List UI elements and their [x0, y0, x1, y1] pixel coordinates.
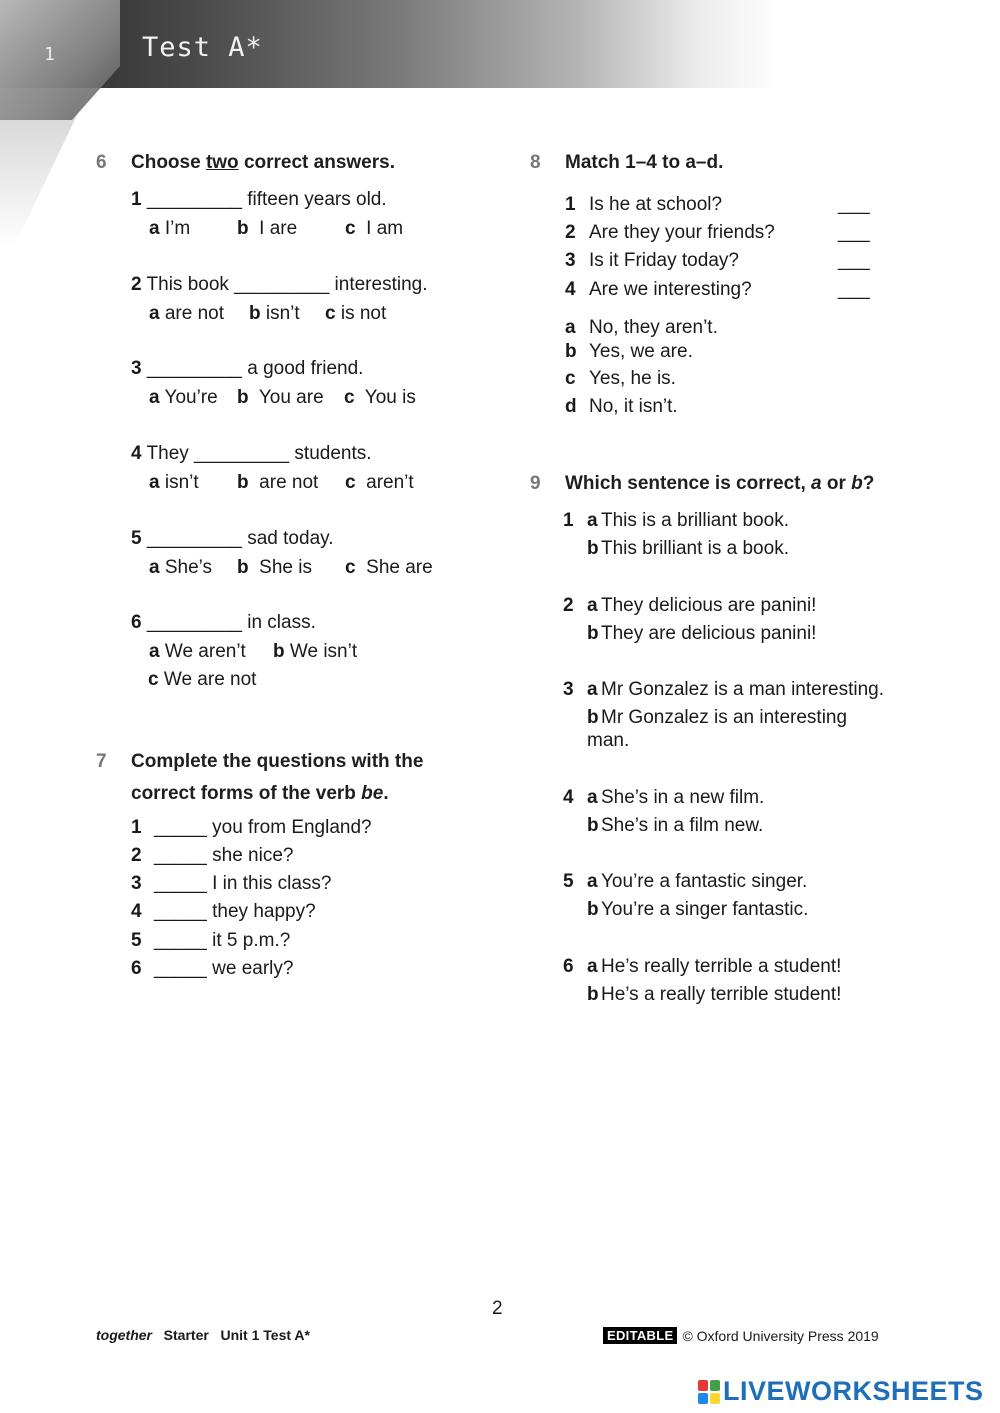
s9-item-4-b[interactable]: b She’s in a film new.	[587, 815, 764, 836]
s8-question-2: 2 Are they your friends?	[565, 222, 775, 243]
s9-item-2-a[interactable]: 2 a They delicious are panini!	[563, 595, 817, 616]
s6-q5-option-b[interactable]: b She is	[237, 557, 312, 578]
s8-option-d: d No, it isn’t.	[565, 396, 678, 417]
s9-item-6-a[interactable]: 6 a He’s really terrible a student!	[563, 956, 842, 977]
section-8-number: 8	[530, 152, 541, 173]
section-6-title-pre: Choose	[131, 152, 206, 173]
liveworksheets-logo-text: LIVEWORKSHEETS	[723, 1376, 984, 1406]
s7-item-1: 1 _____ you from England?	[131, 817, 372, 838]
section-6-number: 6	[96, 152, 107, 173]
section-6-title-post: correct answers.	[238, 152, 395, 173]
s7-item-6: 6 _____ we early?	[131, 958, 294, 979]
s8-question-1: 1 Is he at school?	[565, 194, 723, 215]
s6-q1-number: 1	[131, 189, 142, 210]
s6-q6-option-b[interactable]: b We isn’t	[273, 641, 358, 662]
s6-q4-option-a[interactable]: a isn’t	[149, 472, 199, 493]
page-title: Test A*	[142, 32, 263, 63]
s6-q1-text: _________ fifteen years old.	[146, 189, 387, 210]
s6-q6-option-c[interactable]: c We are not	[148, 669, 257, 690]
s8-option-a: a No, they aren’t.	[565, 317, 718, 338]
s6-q2-option-c[interactable]: c is not	[325, 303, 387, 324]
section-6-title	[131, 152, 395, 174]
s6-q2-options	[149, 303, 386, 325]
s6-q2-stem: 2 This book _________ interesting.	[131, 274, 428, 295]
s6-q1-stem	[131, 189, 387, 211]
s8-option-b: b Yes, we are.	[565, 341, 693, 362]
s9-item-3-b-continued: man.	[587, 730, 630, 751]
s7-item-3-blank[interactable]: _____	[154, 873, 207, 894]
section-9-title: Which sentence is correct, a or b?	[565, 473, 875, 494]
s7-item-5: 5 _____ it 5 p.m.?	[131, 930, 291, 951]
s6-q6-options-ab	[149, 641, 357, 663]
s9-item-6-b[interactable]: b He’s a really terrible student!	[587, 984, 842, 1005]
s6-q5-stem: 5 _________ sad today.	[131, 528, 334, 549]
s6-q4-options	[149, 472, 414, 494]
s9-item-4-a[interactable]: 4 a She’s in a new film.	[563, 787, 765, 808]
s6-q2-option-a[interactable]: a are not	[149, 303, 225, 324]
section-7-title-line1: Complete the questions with the	[131, 751, 424, 772]
s9-item-5-b[interactable]: b You’re a singer fantastic.	[587, 899, 809, 920]
footer-unit: Unit 1 Test A*	[220, 1327, 310, 1343]
section-8-title: Match 1–4 to a–d.	[565, 152, 724, 173]
editable-badge: EDITABLE	[603, 1327, 677, 1344]
footer-copyright-block	[603, 1327, 879, 1344]
s6-q1-option-c[interactable]: c I am	[345, 218, 404, 239]
s7-item-2: 2 _____ she nice?	[131, 845, 294, 866]
footer-brand: together	[96, 1327, 152, 1343]
s7-item-4-blank[interactable]: _____	[154, 901, 207, 922]
s7-item-2-blank[interactable]: _____	[154, 845, 207, 866]
s8-question-4: 4 Are we interesting?	[565, 279, 752, 300]
s6-q4-option-c[interactable]: c aren’t	[345, 472, 414, 493]
s6-q5-option-a[interactable]: a She’s	[149, 557, 213, 578]
section-7-title-line2: correct forms of the verb be.	[131, 783, 389, 804]
s9-item-3-b[interactable]: b Mr Gonzalez is an interesting	[587, 707, 848, 728]
s6-q6-stem: 6 _________ in class.	[131, 612, 316, 633]
s9-item-1-a[interactable]: 1 a This is a brilliant book.	[563, 510, 789, 531]
s7-item-4: 4 _____ they happy?	[131, 901, 316, 922]
s9-item-2-b[interactable]: b They are delicious panini!	[587, 623, 817, 644]
s7-item-1-blank[interactable]: _____	[154, 817, 207, 838]
s9-item-5-a[interactable]: 5 a You’re a fantastic singer.	[563, 871, 808, 892]
footer-level: Starter	[163, 1327, 209, 1343]
s7-item-5-blank[interactable]: _____	[154, 930, 207, 951]
liveworksheets-watermark	[698, 1376, 984, 1407]
s6-q4-stem: 4 They _________ students.	[131, 443, 372, 464]
s6-q3-option-a[interactable]: a You’re	[149, 387, 218, 408]
s8-option-c: c Yes, he is.	[565, 368, 676, 389]
s9-item-3-a[interactable]: 3 a Mr Gonzalez is a man interesting.	[563, 679, 885, 700]
s8-answer-blank-2[interactable]: ___	[838, 222, 870, 243]
section-9-number: 9	[530, 473, 541, 494]
s6-q2-option-b[interactable]: b isn’t	[249, 303, 300, 324]
section-6-title-underlined: two	[205, 152, 239, 173]
s6-q1-option-b[interactable]: b I are	[237, 218, 298, 239]
liveworksheets-logo-icon	[698, 1380, 720, 1404]
s6-q3-stem: 3 _________ a good friend.	[131, 358, 364, 379]
s6-q3-option-c[interactable]: c You is	[344, 387, 416, 408]
s6-q5-options	[149, 557, 433, 579]
footer-copyright: © Oxford University Press 2019	[682, 1327, 879, 1344]
s8-answer-blank-4[interactable]: ___	[838, 279, 870, 300]
s6-q3-option-b[interactable]: b You are	[237, 387, 324, 408]
s7-item-6-blank[interactable]: _____	[154, 958, 207, 979]
s8-answer-blank-1[interactable]: ___	[838, 194, 870, 215]
s6-q5-option-c[interactable]: c She are	[345, 557, 433, 578]
s6-q3-options	[149, 387, 416, 409]
s6-q6-option-a[interactable]: a We aren’t	[149, 641, 246, 662]
s8-question-3: 3 Is it Friday today?	[565, 250, 739, 271]
section-7-number: 7	[96, 751, 107, 772]
s6-q1-option-a[interactable]: a I’m	[149, 218, 191, 239]
header-number: 1	[44, 44, 55, 65]
s6-q4-option-b[interactable]: b are not	[237, 472, 319, 493]
s9-item-1-b[interactable]: b This brilliant is a book.	[587, 538, 789, 559]
s7-item-3: 3 _____ I in this class?	[131, 873, 332, 894]
s8-answer-blank-3[interactable]: ___	[838, 250, 870, 271]
page-number: 2	[492, 1298, 503, 1319]
footer-course-info	[96, 1327, 310, 1343]
page-header	[0, 0, 1000, 88]
s6-q1-options	[149, 218, 403, 240]
header-shadow-graphic	[0, 88, 90, 248]
